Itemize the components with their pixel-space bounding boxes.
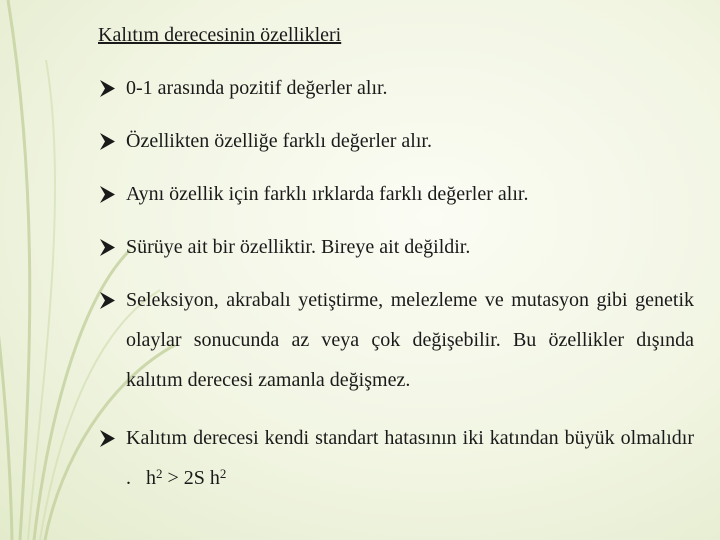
bullet-item xyxy=(100,121,694,161)
bullet-text-main: Kalıtım derecesi kendi standart hatasının iki katından büyük olmalıdır . xyxy=(126,427,694,489)
arrowhead-bullet-icon xyxy=(100,186,115,203)
bullet-text: Özellikten özelliğe farklı değerler alır. xyxy=(126,130,432,152)
slide-title: Kalıtım derecesinin özellikleri xyxy=(98,24,342,46)
bullet-text: Seleksiyon, akrabalı yetiştirme, melezleme ve mutasyon gibi genetik olaylar sonucunda az veya çok değişebilir. Bu özellikler dışında kalıtım derecesi zamanla değişmez. xyxy=(126,289,694,391)
bullet-item xyxy=(100,227,694,267)
arrowhead-bullet-icon xyxy=(100,239,115,256)
bullet-item xyxy=(100,68,694,108)
arrowhead-bullet-icon xyxy=(100,133,115,150)
bullet-text: 0-1 arasında pozitif değerler alır. xyxy=(126,77,388,99)
bullet-text xyxy=(126,418,694,498)
bullet-item xyxy=(100,280,694,400)
bullet-item xyxy=(100,174,694,214)
arrowhead-bullet-icon xyxy=(100,80,115,97)
bullet-text: Aynı özellik için farklı ırklarda farklı değerler alır. xyxy=(126,183,529,205)
arrowhead-bullet-icon xyxy=(100,292,115,309)
bullet-text: Sürüye ait bir özelliktir. Bireye ait değildir. xyxy=(126,236,471,258)
bullet-item xyxy=(100,418,694,498)
heritability-formula: $h^2 > 2S$ $h^2$ xyxy=(146,466,227,489)
arrowhead-bullet-icon xyxy=(100,430,115,447)
